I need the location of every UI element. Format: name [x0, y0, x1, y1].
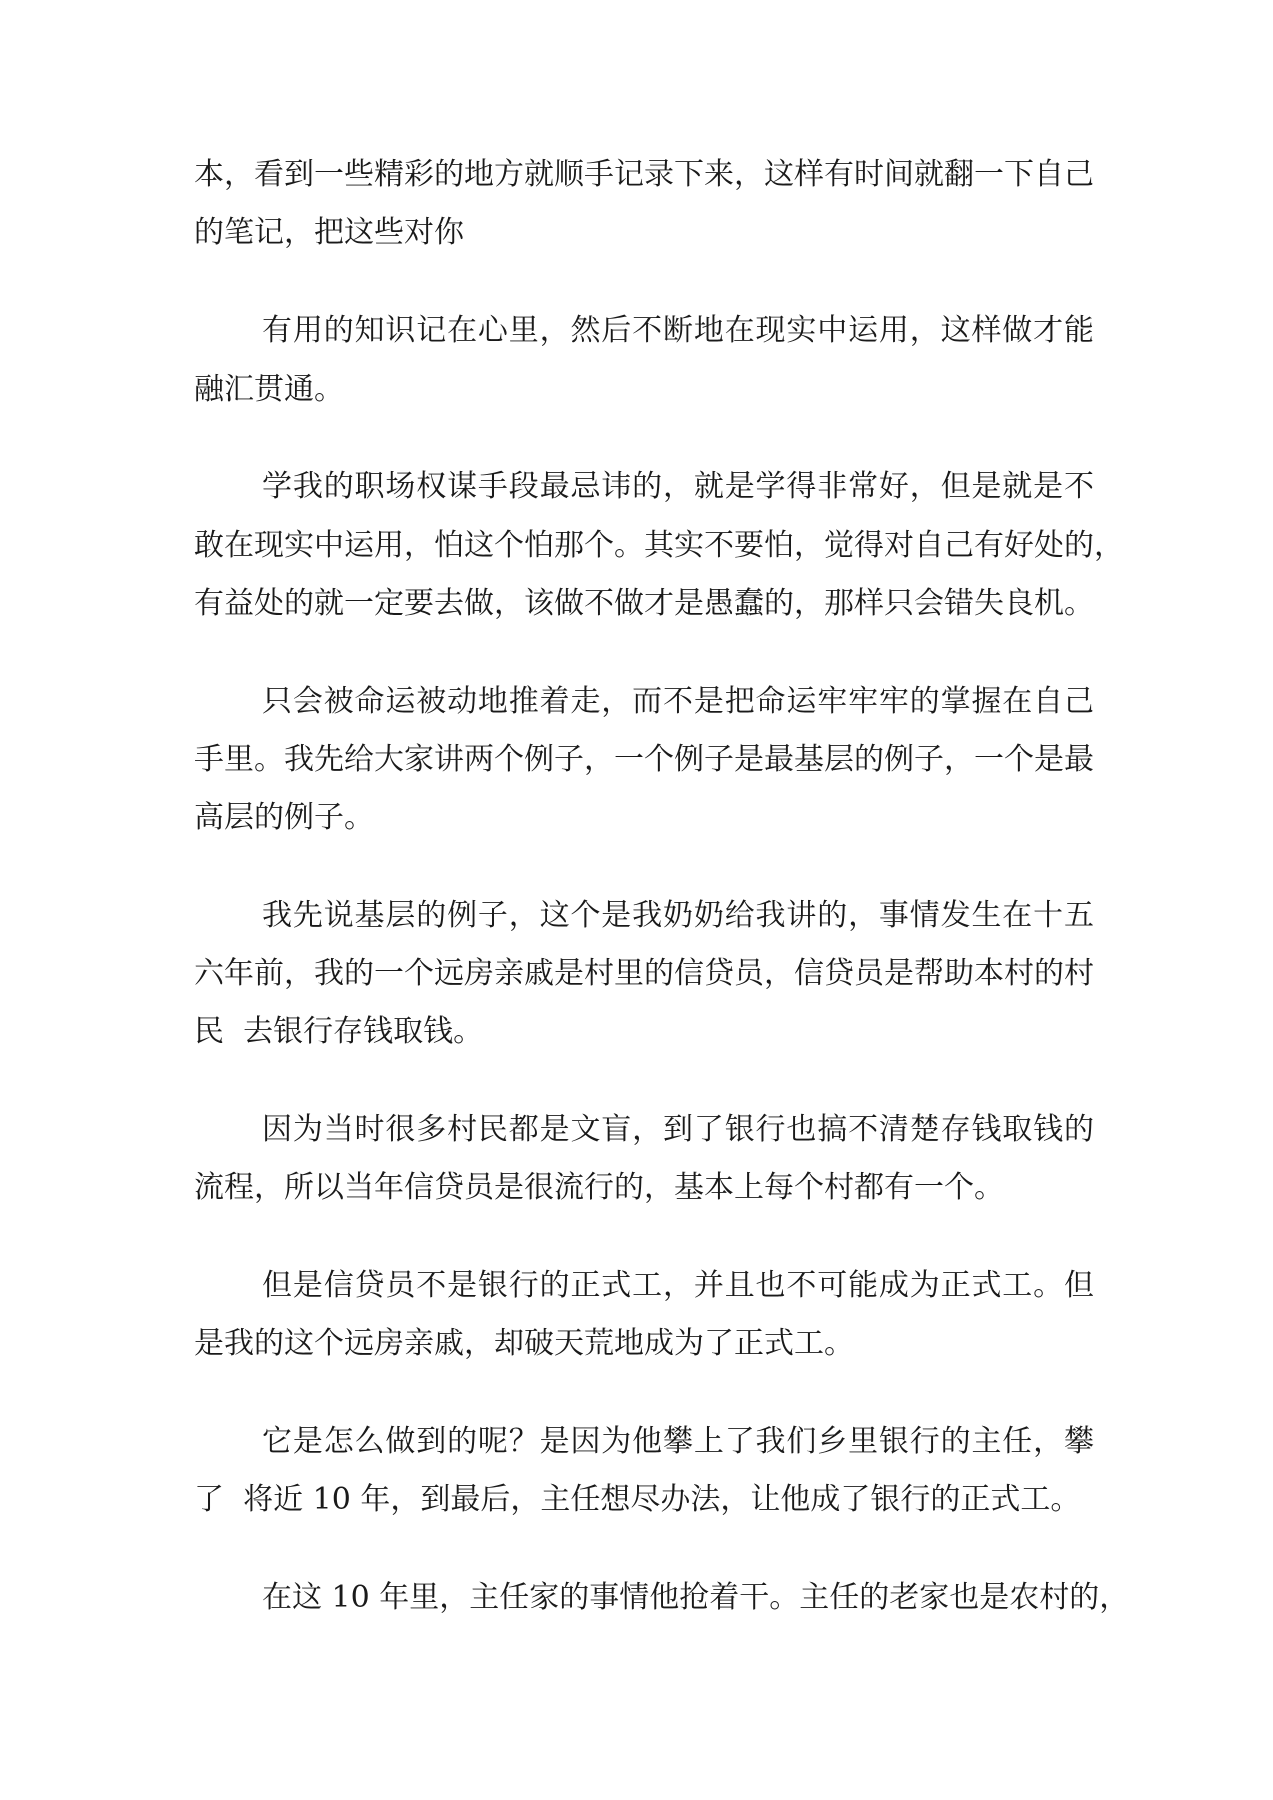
text-line: 民 去银行存钱取钱。: [194, 1014, 484, 1049]
text-line: 是我的这个远房亲戚，却破天荒地成为了正式工。: [194, 1326, 854, 1361]
paragraph-first-line: 有用的知识记在心里，然后不断地在现实中运用，这样做才能: [262, 313, 1094, 348]
text-line: 有益处的就一定要去做，该做不做才是愚蠢的，那样只会错失良机。: [194, 586, 1094, 621]
text-line: 流程，所以当年信贷员是很流行的，基本上每个村都有一个。: [194, 1170, 1004, 1205]
paragraph-first-line: 它是怎么做到的呢？是因为他攀上了我们乡里银行的主任，攀: [262, 1424, 1094, 1459]
text-line: 手里。我先给大家讲两个例子，一个例子是最基层的例子，一个是最: [194, 742, 1094, 777]
text-line: 本，看到一些精彩的地方就顺手记录下来，这样有时间就翻一下自己: [194, 157, 1094, 192]
text-line: 融汇贯通。: [194, 372, 344, 407]
text-line: 了 将近 10 年，到最后，主任想尽办法，让他成了银行的正式工。: [194, 1482, 1081, 1517]
paragraph-first-line: 因为当时很多村民都是文盲，到了银行也搞不清楚存钱取钱的: [262, 1112, 1094, 1147]
text-line: 敢在现实中运用，怕这个怕那个。其实不要怕，觉得对自己有好处的，: [194, 528, 1124, 563]
paragraph-first-line: 但是信贷员不是银行的正式工，并且也不可能成为正式工。但: [262, 1268, 1094, 1303]
text-line: 的笔记，把这些对你: [194, 215, 464, 250]
paragraph-first-line: 只会被命运被动地推着走，而不是把命运牢牢牢的掌握在自己: [262, 684, 1094, 719]
paragraph-first-line: 我先说基层的例子，这个是我奶奶给我讲的，事情发生在十五: [262, 898, 1094, 933]
text-line: 高层的例子。: [194, 800, 374, 835]
text-line: 六年前，我的一个远房亲戚是村里的信贷员，信贷员是帮助本村的村: [194, 956, 1094, 991]
paragraph-first-line: 学我的职场权谋手段最忌讳的，就是学得非常好，但是就是不: [262, 469, 1094, 504]
paragraph-first-line: 在这 10 年里，主任家的事情他抢着干。主任的老家也是农村的，: [262, 1580, 1130, 1615]
